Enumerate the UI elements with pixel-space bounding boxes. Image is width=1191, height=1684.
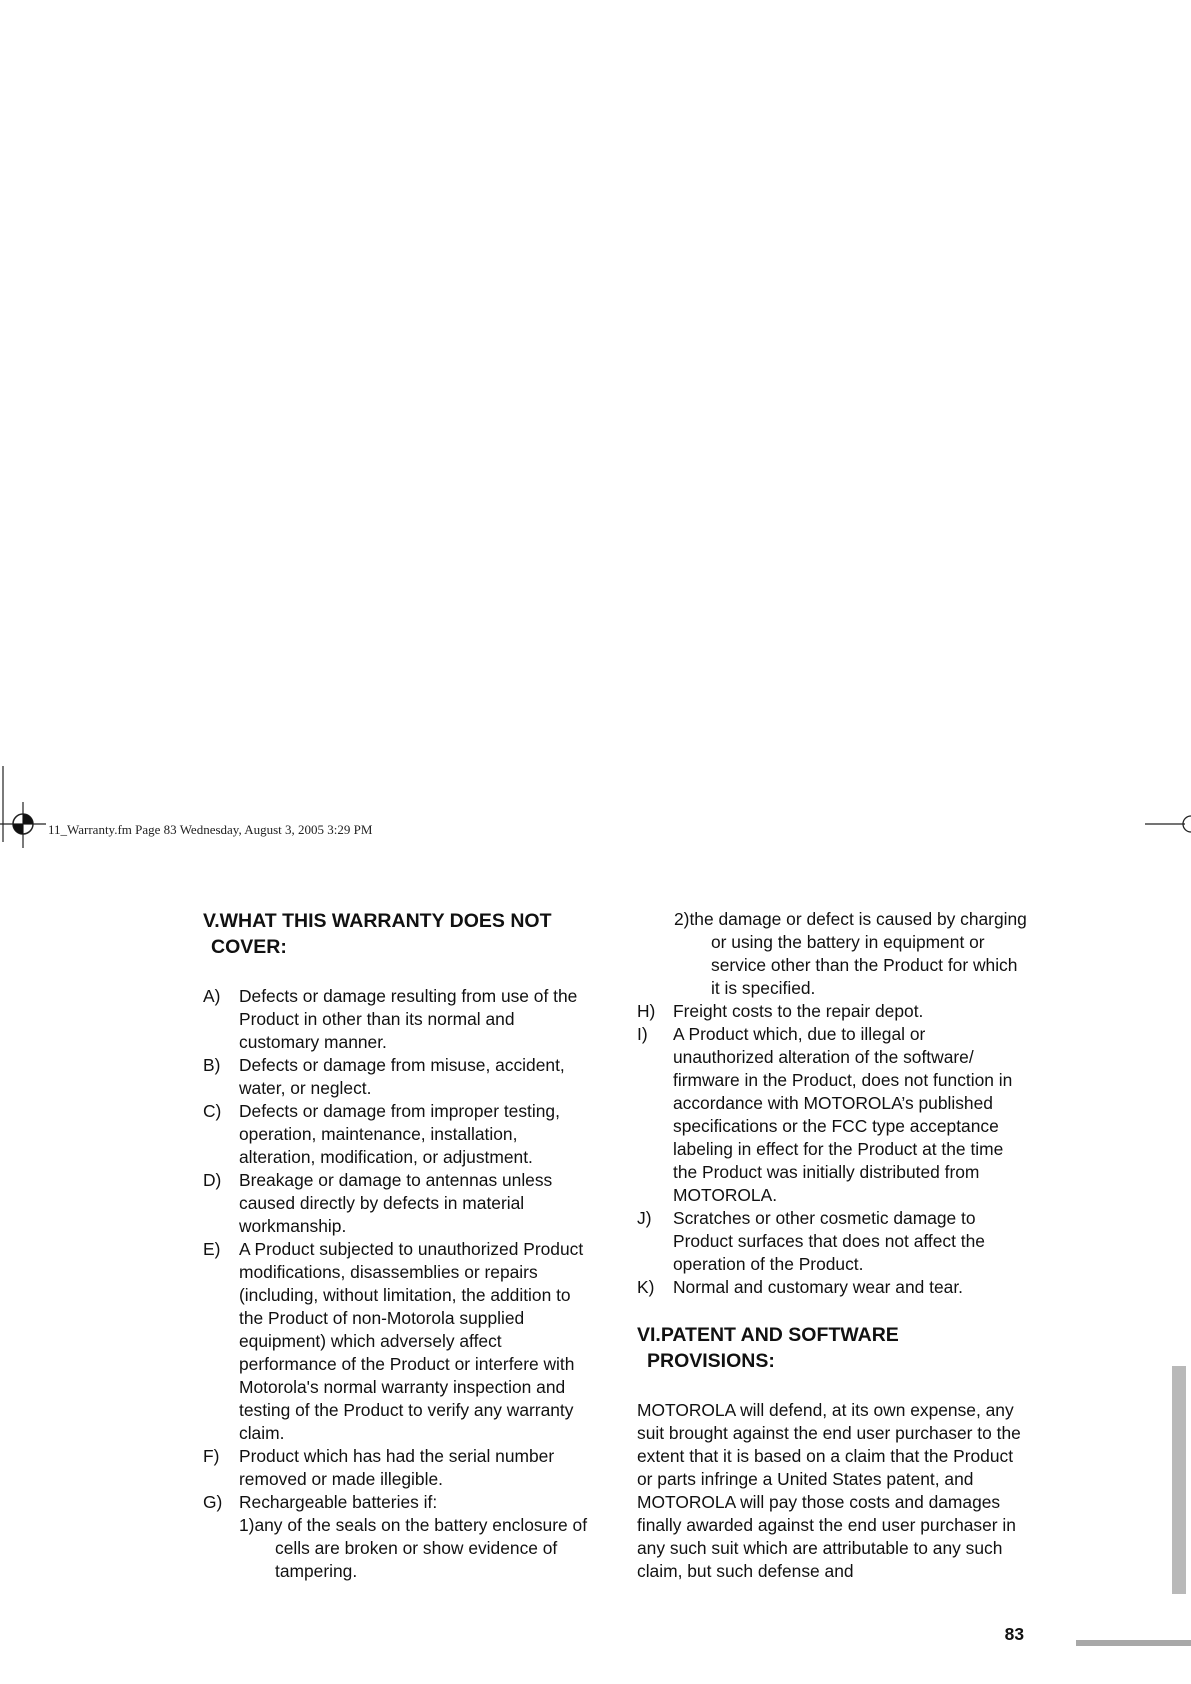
section-vi-title xyxy=(637,1322,1027,1374)
list-item xyxy=(203,1054,593,1100)
sub-item: 2)the damage or defect is caused by charging or using the battery in equipment or service other than the Product for which it is specified. xyxy=(674,909,1027,998)
item-label: C) xyxy=(203,1101,222,1121)
section-vi-title-line1: VI.PATENT AND SOFTWARE xyxy=(637,1324,899,1346)
list-item xyxy=(637,1023,1027,1207)
list-item xyxy=(203,1100,593,1169)
item-label: E) xyxy=(203,1239,221,1259)
list-item xyxy=(203,1445,593,1491)
item-label: I) xyxy=(637,1024,648,1044)
list-item xyxy=(203,1491,593,1514)
item-text: Rechargeable batteries if: xyxy=(239,1492,438,1512)
list-item xyxy=(637,1276,1027,1299)
item-text: Defects or damage resulting from use of the Product in other than its normal and customary manner. xyxy=(239,986,578,1052)
section-v-title-line2: COVER: xyxy=(211,936,287,958)
side-tab-marker xyxy=(1172,1366,1186,1594)
footer-bar xyxy=(1076,1640,1191,1646)
item-label: K) xyxy=(637,1277,655,1297)
section-vi-title-line2: PROVISIONS: xyxy=(647,1350,775,1372)
registration-mark-icon xyxy=(0,766,70,856)
list-item xyxy=(203,1169,593,1238)
page-number: 83 xyxy=(1004,1624,1024,1644)
left-column xyxy=(203,908,593,1583)
item-text: Defects or damage from improper testing, operation, maintenance, installation, alteration, modification, or adjustment. xyxy=(239,1101,560,1167)
item-label: D) xyxy=(203,1170,222,1190)
list-item xyxy=(203,985,593,1054)
item-text: Breakage or damage to antennas unless caused directly by defects in material workmanship. xyxy=(239,1170,553,1236)
print-header: 11_Warranty.fm Page 83 Wednesday, August 3, 2005 3:29 PM xyxy=(48,822,373,837)
item-text: Defects or damage from misuse, accident, water, or neglect. xyxy=(239,1055,565,1098)
item-text: Scratches or other cosmetic damage to Product surfaces that does not affect the operation of the Product. xyxy=(673,1208,985,1274)
item-label: J) xyxy=(637,1208,652,1228)
item-text: Normal and customary wear and tear. xyxy=(673,1277,963,1297)
item-label: B) xyxy=(203,1055,221,1075)
item-text: A Product which, due to illegal or unauthorized alteration of the software/ firmware in the Product, does not function in accordance with MOTOROLA’s published specifications or the FCC type acceptance labeling in effect for the Product at the time the Product was initially distributed from MOTOROLA. xyxy=(673,1024,1013,1205)
section-v-title xyxy=(203,908,593,960)
list-item xyxy=(637,1000,1027,1023)
item-label: F) xyxy=(203,1446,220,1466)
item-label: H) xyxy=(637,1001,656,1021)
item-label: A) xyxy=(203,986,221,1006)
item-text: A Product subjected to unauthorized Product modifications, disassemblies or repairs (including, without limitation, the addition to the Product of non-Motorola supplied equipment) which adversely affect performance of the Product or interfere with Motorola's normal warranty inspection and testing of the Product to verify any warranty claim. xyxy=(239,1239,584,1443)
list-item xyxy=(203,1238,593,1445)
sub-item: 1)any of the seals on the battery enclosure of cells are broken or show evidence of tampering. xyxy=(239,1515,588,1581)
right-column xyxy=(637,908,1027,1583)
section-vi-paragraph: MOTOROLA will defend, at its own expense, any suit brought against the end user purchaser to the extent that it is based on a claim that the Product or parts infringe a United States patent, and MOTOROLA will pay those costs and damages finally awarded against the end user purchaser in any such suit which are attributable to any such claim, but such defense and xyxy=(637,1400,1021,1581)
registration-mark-icon xyxy=(1145,810,1191,840)
section-v-title-line1: V.WHAT THIS WARRANTY DOES NOT xyxy=(203,910,552,932)
item-text: Product which has had the serial number removed or made illegible. xyxy=(239,1446,555,1489)
item-text: Freight costs to the repair depot. xyxy=(673,1001,924,1021)
list-item xyxy=(637,1207,1027,1276)
item-label: G) xyxy=(203,1492,223,1512)
